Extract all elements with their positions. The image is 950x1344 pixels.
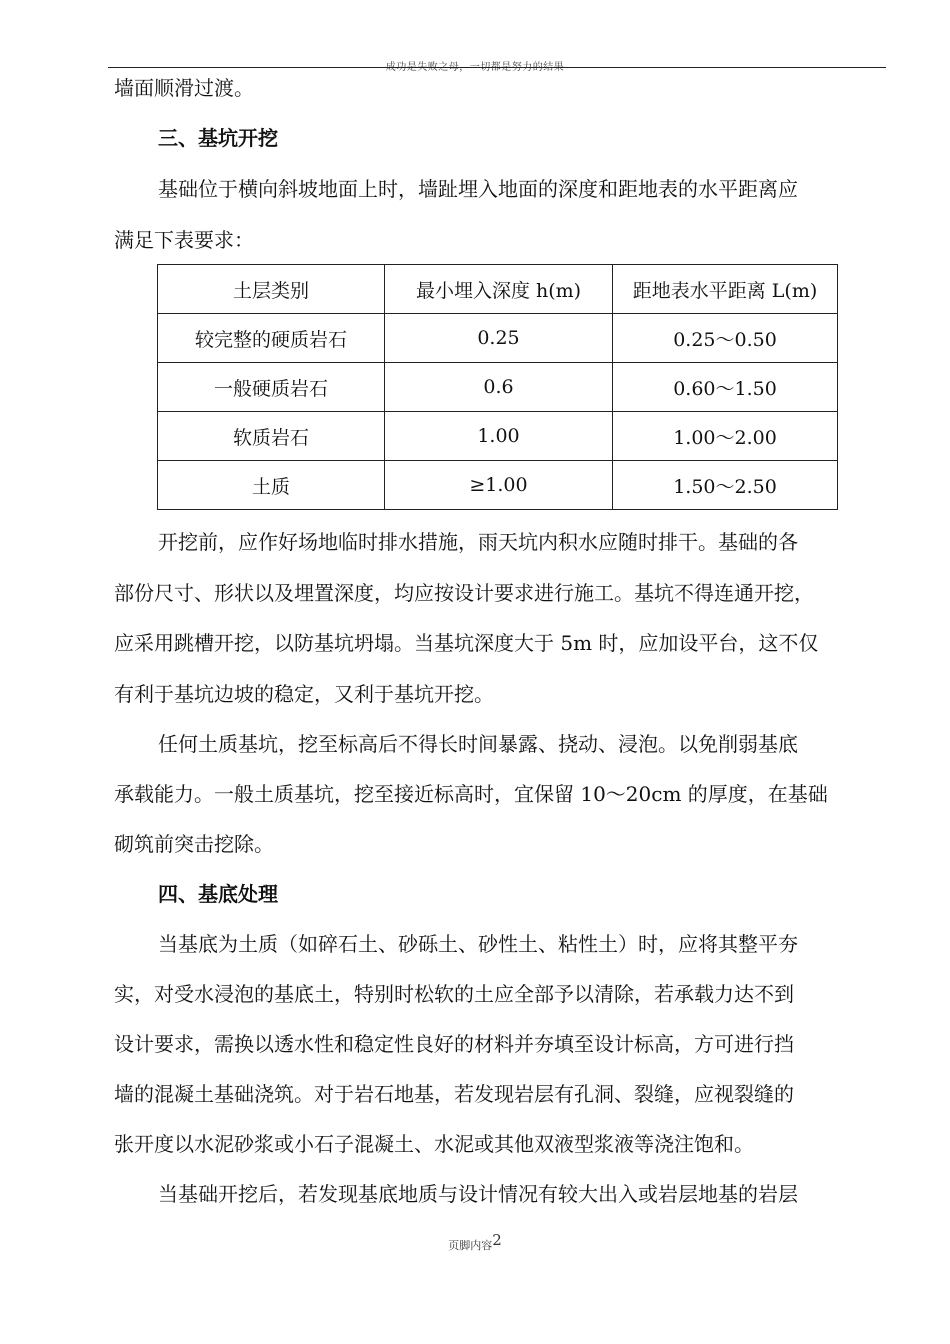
table-header-cell: 最小埋入深度 h(m) xyxy=(385,265,613,314)
paragraph-line: 基础位于横向斜坡地面上时，墙趾埋入地面的深度和距地表的水平距离应 xyxy=(158,177,798,201)
table-row xyxy=(158,412,838,461)
page-header-motto: 成功是失败之母，一切都是努力的结果 xyxy=(385,62,565,73)
table-cell: 1.00～2.00 xyxy=(613,412,838,461)
paragraph-line: 设计要求，需换以透水性和稳定性良好的材料并夯填至设计标高，方可进行挡 xyxy=(114,1032,794,1056)
table-cell: 0.25～0.50 xyxy=(613,314,838,363)
paragraph-line: 开挖前，应作好场地临时排水措施，雨天坑内积水应随时排干。基础的各 xyxy=(158,530,798,554)
page-number: 2 xyxy=(492,1231,502,1249)
table-row xyxy=(158,461,838,510)
table-cell: 0.60～1.50 xyxy=(613,363,838,412)
paragraph-line: 应采用跳槽开挖，以防基坑坍塌。当基坑深度大于 5m 时，应加设平台，这不仅 xyxy=(114,631,819,655)
table-cell: 一般硬质岩石 xyxy=(158,363,385,412)
paragraph-line: 实，对受水浸泡的基底土，特别时松软的土应全部予以清除，若承载力达不到 xyxy=(114,982,794,1006)
section-heading-excavation: 三、基坑开挖 xyxy=(158,126,278,150)
paragraph-line: 有利于基坑边坡的稳定，又利于基坑开挖。 xyxy=(114,682,494,706)
table-cell: 土质 xyxy=(158,461,385,510)
table-cell: 0.6 xyxy=(385,363,613,412)
paragraph-line: 当基础开挖后，若发现基底地质与设计情况有较大出入或岩层地基的岩层 xyxy=(158,1182,798,1206)
table-cell: 0.25 xyxy=(385,314,613,363)
table-cell: 软质岩石 xyxy=(158,412,385,461)
paragraph-line: 当基底为土质（如碎石土、砂砾土、砂性土、粘性土）时，应将其整平夯 xyxy=(158,932,798,956)
burial-depth-table xyxy=(157,264,838,510)
paragraph-line: 任何土质基坑，挖至标高后不得长时间暴露、挠动、浸泡。以免削弱基底 xyxy=(158,732,798,756)
table-cell: 1.00 xyxy=(385,412,613,461)
table-row xyxy=(158,314,838,363)
page-footer xyxy=(0,1231,950,1253)
paragraph-line: 墙面顺滑过渡。 xyxy=(114,76,254,100)
table-header-row xyxy=(158,265,838,314)
paragraph-line: 承载能力。一般土质基坑，挖至接近标高时，宜保留 10～20cm 的厚度，在基础 xyxy=(114,782,828,806)
table-header-cell: 土层类别 xyxy=(158,265,385,314)
table-header-cell: 距地表水平距离 L(m) xyxy=(613,265,838,314)
footer-label: 页脚内容 xyxy=(448,1239,493,1252)
paragraph-line: 砌筑前突击挖除。 xyxy=(114,832,274,856)
table-cell: ≥1.00 xyxy=(385,461,613,510)
paragraph-line: 墙的混凝土基础浇筑。对于岩石地基，若发现岩层有孔洞、裂缝，应视裂缝的 xyxy=(114,1082,794,1106)
paragraph-line: 部份尺寸、形状以及埋置深度，均应按设计要求进行施工。基坑不得连通开挖， xyxy=(114,581,814,605)
table-cell: 较完整的硬质岩石 xyxy=(158,314,385,363)
section-heading-foundation: 四、基底处理 xyxy=(158,882,278,906)
header-divider xyxy=(108,67,886,68)
paragraph-line: 满足下表要求： xyxy=(114,228,254,252)
paragraph-line: 张开度以水泥砂浆或小石子混凝土、水泥或其他双液型浆液等浇注饱和。 xyxy=(114,1132,754,1156)
table-row xyxy=(158,363,838,412)
table-cell: 1.50～2.50 xyxy=(613,461,838,510)
